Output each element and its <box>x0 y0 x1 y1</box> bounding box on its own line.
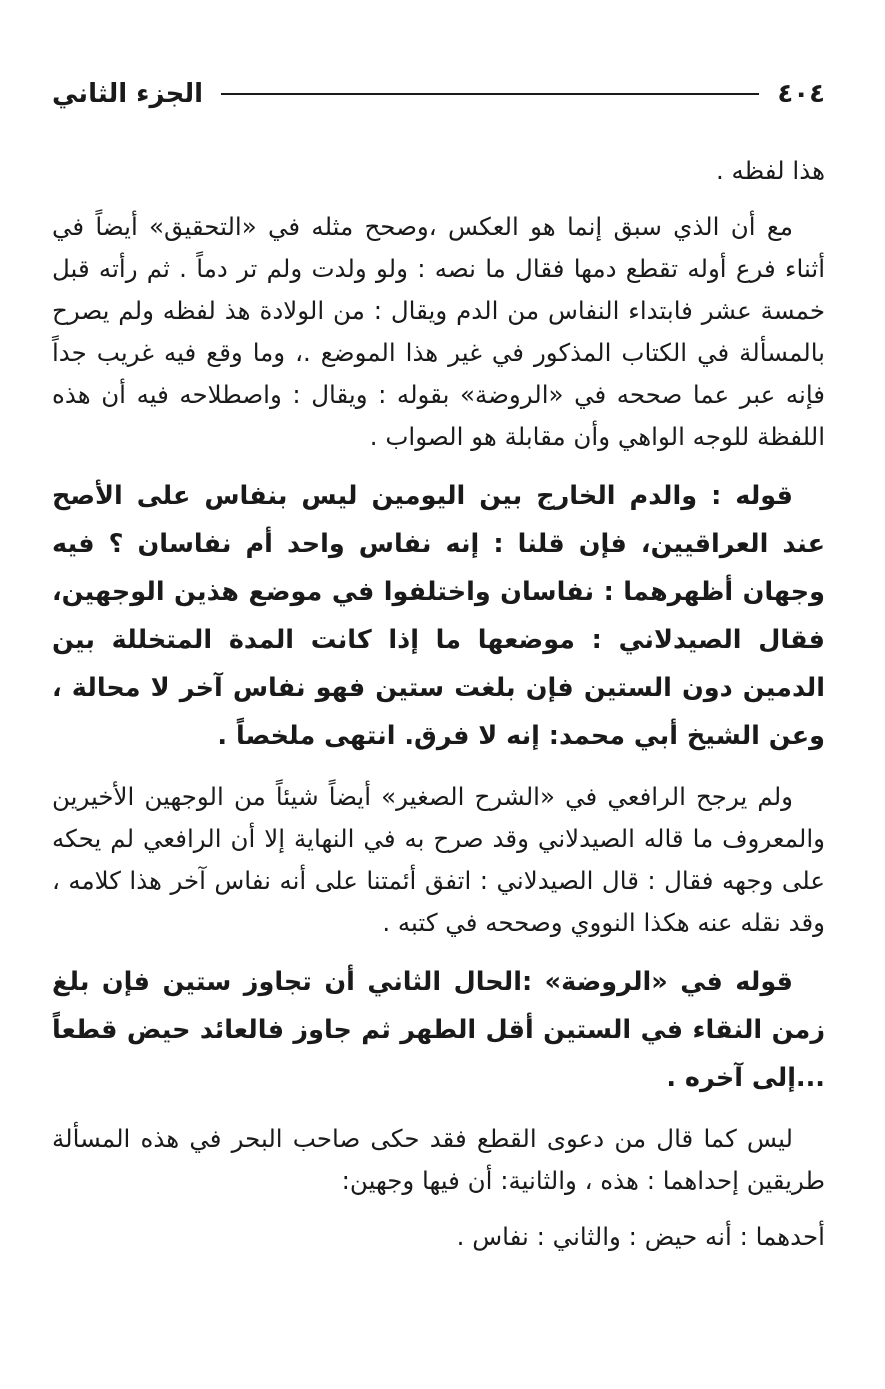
page-header <box>52 72 825 116</box>
paragraph-2: مع أن الذي سبق إنما هو العكس ،وصحح مثله في «التحقيق» أيضاً في أثناء فرع أوله تقطع دمها فقال ما نصه : ولو ولدت ولم تر دماً . ثم رأته قبل خمسة عشر فابتداء النفاس من الدم ويقال : من الولادة هذ لفظه ولم يصرح بالمسألة في الكتاب المذكور في غير هذا الموضع .، وما وقع فيه غريب جداً فإنه عبر عما صححه في «الروضة» بقوله : ويقال : واصطلاحه فيه أن هذه اللفظة للوجه الواهي وأن مقابلة هو الصواب . <box>52 212 825 451</box>
paragraph-3-quote: قوله : والدم الخارج بين اليومين ليس بنفاس على الأصح عند العراقيين، فإن قلنا : إنه نفاس واحد أم نفاسان ؟ فيه وجهان أظهرهما : نفاسان واختلفوا في موضع هذين الوجهين، فقال الصيدلاني : موضعها ما إذا كانت المدة المتخللة بين الدمين دون الستين فإن بلغت ستين فهو نفاس آخر لا محالة ، وعن الشيخ أبي محمد: إنه لا فرق. انتهى ملخصاً . <box>52 481 825 751</box>
paragraph-5-quote: قوله في «الروضة» :الحال الثاني أن تجاوز ستين فإن بلغ زمن النقاء في الستين أقل الطهر ثم جاوز فالعائد حيض قطعاً ...إلى آخره . <box>52 967 825 1093</box>
paragraph-1: هذا لفظه . <box>715 156 825 185</box>
paragraph-6: ليس كما قال من دعوى القطع فقد حكى صاحب البحر في هذه المسألة طريقين إحداهما : هذه ، والثانية: أن فيها وجهين: <box>52 1124 825 1195</box>
paragraph-7: أحدهما : أنه حيض : والثاني : نفاس . <box>456 1222 825 1251</box>
paragraph-4: ولم يرجح الرافعي في «الشرح الصغير» أيضاً شيئاً من الوجهين الأخيرين والمعروف ما قاله الصيدلاني وقد صرح به في النهاية إلا أن الرافعي لم يحكه على وجهه فقال : قال الصيدلاني : اتفق أئمتنا على أنه نفاس آخر هذا كلامه ، وقد نقله عنه هكذا النووي وصححه في كتبه . <box>52 782 825 937</box>
running-title: الجزء الثاني <box>52 79 204 109</box>
body-text <box>52 150 825 1258</box>
header-rule <box>221 93 759 95</box>
page-number: ٤٠٤ <box>777 79 825 109</box>
